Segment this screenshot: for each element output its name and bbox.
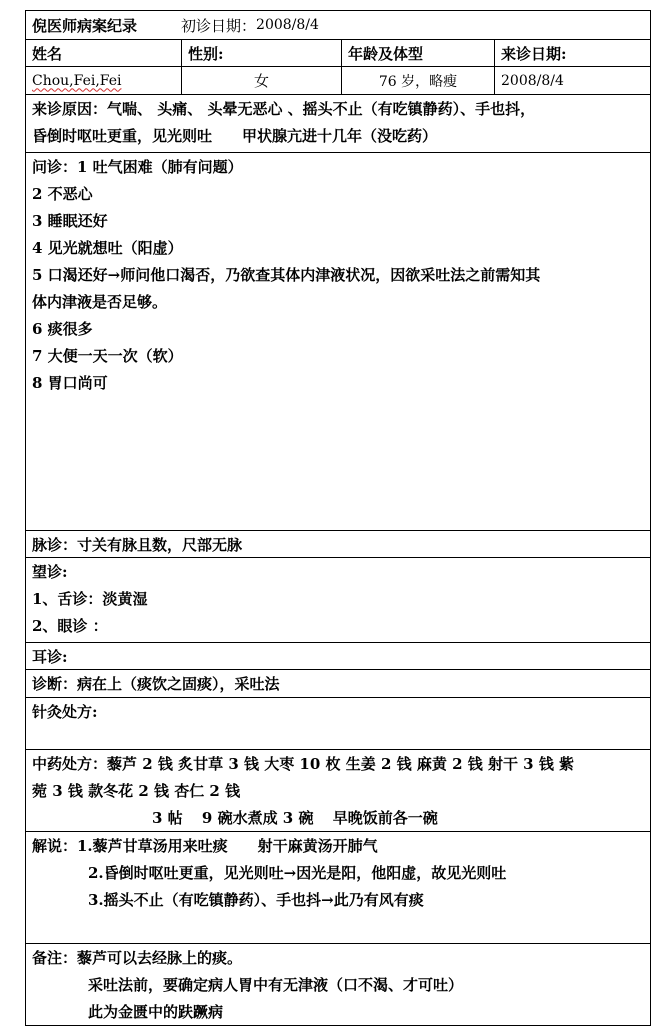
observation-section (26, 557, 650, 642)
record-title: 倪医师病案纪录 (32, 16, 138, 35)
reason-line-2a: 昏倒时呕吐更重，见光则吐 (32, 127, 213, 145)
herbal-section (26, 749, 650, 831)
explanation-section (26, 831, 650, 943)
first-visit-label: 初诊日期： (181, 16, 257, 35)
age-build-label: 年龄及体型 (341, 40, 494, 66)
ear-diagnosis: 耳诊: (32, 647, 68, 666)
info-values-row (26, 66, 650, 94)
eye-diagnosis: 2、眼诊 ： (32, 617, 108, 635)
acupuncture-prescription: 针灸处方: (32, 703, 98, 721)
visit-date-value: 2008/8/4 (494, 67, 650, 94)
explanation-line-1a: 解说：1.藜芦甘草汤用来吐痰 (32, 837, 228, 855)
acupuncture-section (26, 697, 650, 749)
visit-reason-section (26, 94, 650, 152)
notes-section (26, 943, 650, 1025)
name-label: 姓名 (32, 44, 63, 63)
explanation-line-2: 2.昏倒时呕吐更重，见光则吐→因光是阳，他阳虚，故见光则吐 (88, 864, 507, 882)
observation-title: 望诊: (32, 563, 68, 581)
record-header (26, 11, 650, 39)
tongue-diagnosis: 1、舌诊：淡黄湿 (32, 590, 148, 608)
inquiry-item: 3 睡眠还好 (32, 212, 108, 230)
visit-date-label: 来诊日期: (494, 40, 650, 66)
age-build-value: 76 岁，略瘦 (341, 67, 494, 94)
explanation-line-1b: 射干麻黄汤开肺气 (257, 837, 378, 855)
inquiry-item: 7 大便一天一次（软） (32, 347, 183, 365)
pulse-text: 脉诊：寸关有脉且数，尺部无脉 (32, 535, 243, 554)
gender-label: 性别: (181, 40, 341, 66)
pulse-section (26, 530, 650, 557)
inquiry-item: 问诊：1 吐气困难（肺有问题） (32, 158, 243, 176)
dose-packs: 3 帖 (152, 809, 183, 827)
reason-line-2 (32, 123, 644, 150)
explanation-line-1 (32, 833, 644, 860)
inquiry-item: 6 痰很多 (32, 320, 93, 338)
notes-line-3: 此为金匮中的趺蹶病 (88, 1003, 224, 1021)
herbal-dosage (32, 805, 644, 832)
name-value-cell (26, 67, 181, 94)
patient-name: Chou,Fei,Fei (32, 72, 122, 89)
inquiry-item: 5 口渴还好→师问他口渴否，乃欲查其体内津液状况，因欲采吐法之前需知其 (32, 266, 541, 284)
medical-record-table (25, 10, 651, 1026)
dose-time: 早晚饭前各一碗 (332, 809, 438, 827)
reason-line-2b: 甲状腺亢进十几年（没吃药） (242, 127, 438, 145)
herbal-line-1: 中药处方：藜芦 2 钱 炙甘草 3 钱 大枣 10 枚 生姜 2 钱 麻黄 2 钱 射干 3 钱 紫 (32, 755, 575, 773)
inquiry-item: 4 见光就想吐（阳虚） (32, 239, 183, 257)
diagnosis-section (26, 669, 650, 697)
inquiry-item: 2 不恶心 (32, 185, 93, 203)
herbal-line-2: 菀 3 钱 款冬花 2 钱 杏仁 2 钱 (32, 782, 241, 800)
inquiry-item: 体内津液是否足够。 (32, 293, 168, 311)
ear-section (26, 642, 650, 669)
diagnosis-text: 诊断：病在上（痰饮之固痰），采吐法 (32, 675, 280, 693)
info-labels-row (26, 39, 650, 66)
inquiry-item: 8 胃口尚可 (32, 374, 108, 392)
reason-line-1: 来诊原因：气喘、 头痛、 头晕无恶心 、摇头不止（有吃镇静药）、手也抖， (32, 100, 536, 118)
notes-line-1: 备注：藜芦可以去经脉上的痰。 (32, 949, 243, 967)
inquiry-section (26, 152, 650, 530)
gender-value: 女 (181, 67, 341, 94)
explanation-line-3: 3.摇头不止（有吃镇静药）、手也抖→此乃有风有痰 (88, 891, 424, 909)
notes-line-2: 采吐法前，要确定病人胃中有无津液（口不渴、才可吐） (88, 976, 464, 994)
first-visit-date: 2008/8/4 (256, 17, 319, 33)
dose-water: 9 碗水煮成 3 碗 (201, 809, 314, 827)
